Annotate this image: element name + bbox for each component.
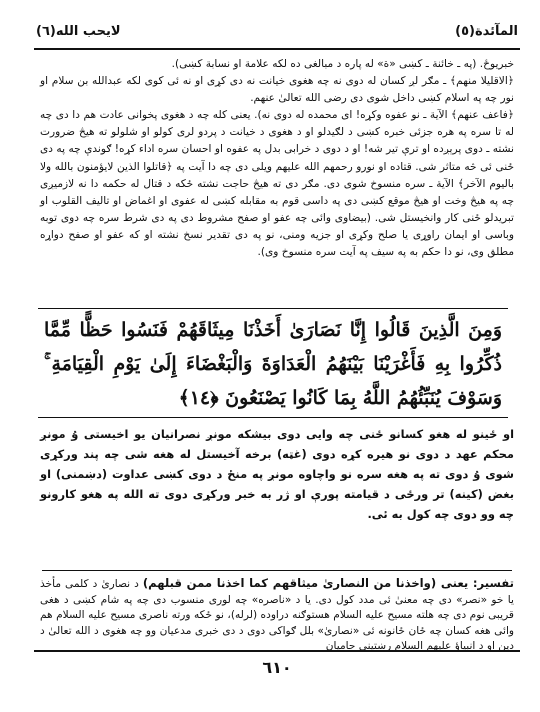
- tafsir-heading: تفسیر: یعنی (واخذنا من النصاریٰ میثاقهم کما اخذنا ممن قبلهم): [142, 576, 514, 590]
- tafsir-block: [40, 576, 514, 655]
- tafsir-text: د نصاریٰ د کلمی مأخذ یا خو «نصر» دی چه معنیٰ ئی مدد کول دی. یا د «ناصره» چه لوری منسوب دی چه په شام کښی د هغی قریبی نوم دی چه هلته مسیح علیه السلام هستوګنه دراوده (لرله)، نو ځکه ورته ناصری مسیح علیه السلام هم وائی هغه کسان چه ځان ځانونه ئی «نصاریٰ» بلل ګواکی دوی د دی خبری مدعیان وو چه هغوی د الله تعالیٰ د دین او د انبیاؤ علیهم السلام رښتینی حامیان: [40, 578, 514, 653]
- commentary-paragraph: ﴿فاعف عنهم﴾ الآیة ـ نو عفوه وکړه! ای محمده له دوی نه). یعنی کله چه د هغوی پخوانی عادت هم دا دی چه له تا سره په هره جزئی خبره کښی د لګیدلو او د هغوی د خیانت د پردو لری کولو او شلولو ته هیڅ ضرورت نشته ـ دوی پرېږده او ترې تیر شه! او د دوی د خرابی بدل په عفوه او احسان سره اداء کړه! ګوندې چه په دی ځنی ئی څه متاثر شی. قتاده او نورو رحمهم الله علیهم ویلی دی چه دا آیت په ﴿قاتلوا الذین لایؤمنون بالله ولا بالیوم الآخر﴾ الآیة ـ سره منسوخ شوی دی. مګر دی ته هیڅ حاجت نشته ځکه د قتال له حکمه دا نه لازمیږی چه په هیڅ وخت او هیڅ موقع کښی دی په داسی قوم به مقابله کښی له عفوی او اغماض او تالیف القلوب او تبریدلو ځنی کار وانخیستل شی. (بیضاوی وائی چه عفو او صفح مشروط دی په دی شرط سره چه دوی توبه وباسی او ایمان راوړی یا صلح وکړی او جزیه ومنی، نو په دی تقدیر نسخ نشته او که عفو او صفح دواړه مطلق وی، نو دا حکم به په سیف په آیت سره منسوخ وی).: [40, 109, 514, 259]
- section-divider: [42, 570, 512, 571]
- juz-title: لايحب الله(٦): [36, 24, 121, 39]
- footer-rule: [34, 650, 520, 652]
- header-rule: [34, 48, 520, 50]
- surah-title: المآئدة(٥): [455, 24, 518, 39]
- commentary-block: [40, 56, 514, 261]
- verse-translation: او ځینو له هغو کسانو ځنی چه وایی دوی بیشکه مونږ نصرانیان یو اخیستی وُ مونږ محکم عهد د دوی نو هیره کړه دوی (غټه) برخه آخیستل له هغه شی چه پند ورکړی شوی وُ دوی ته په هغه سره نو واچاوه مونږ په منځ د دوی کښی عداوت (دښمنی) او بغض (کینه) تر ورځی د قیامته پورې او ژر به خبر ورکړی دوی ته الله په هغو کارونو چه وو دوی چه کول به ئی.: [40, 427, 514, 521]
- commentary-paragraph: خبریوځ. (په ـ خائنة ـ کښی «ة» له پاره د مبالغی ده لکه علامة او نسابة کښی).: [171, 58, 514, 70]
- commentary-paragraph: ﴿الاقلیلا منهم﴾ ـ مګر لږ کسان له دوی نه چه هغوی خیانت نه دی کړی او نه ئی کوی لکه عبدالله بن سلام او نور چه په اسلام کښی داخل شوی دی رضی الله تعالیٰ عنهم.: [40, 75, 514, 105]
- page-number: ٦١٠: [262, 658, 292, 677]
- quran-verse: وَمِنَ الَّذِينَ قَالُوا إِنَّا نَصَارَىٰ أَخَذْنَا مِيثَاقَهُمْ فَنَسُوا حَظًّا مِّمَّا ذُكِّرُوا بِهِ فَأَغْرَيْنَا بَيْنَهُمُ الْعَدَاوَةَ وَالْبَغْضَاءَ إِلَىٰ يَوْمِ الْقِيَامَةِ ۚ وَسَوْفَ يُنَبِّئُهُمُ اللَّهُ بِمَا كَانُوا يَصْنَعُونَ ﴿١٤﴾: [38, 308, 508, 418]
- book-page: [34, 22, 520, 688]
- running-header: [34, 22, 520, 48]
